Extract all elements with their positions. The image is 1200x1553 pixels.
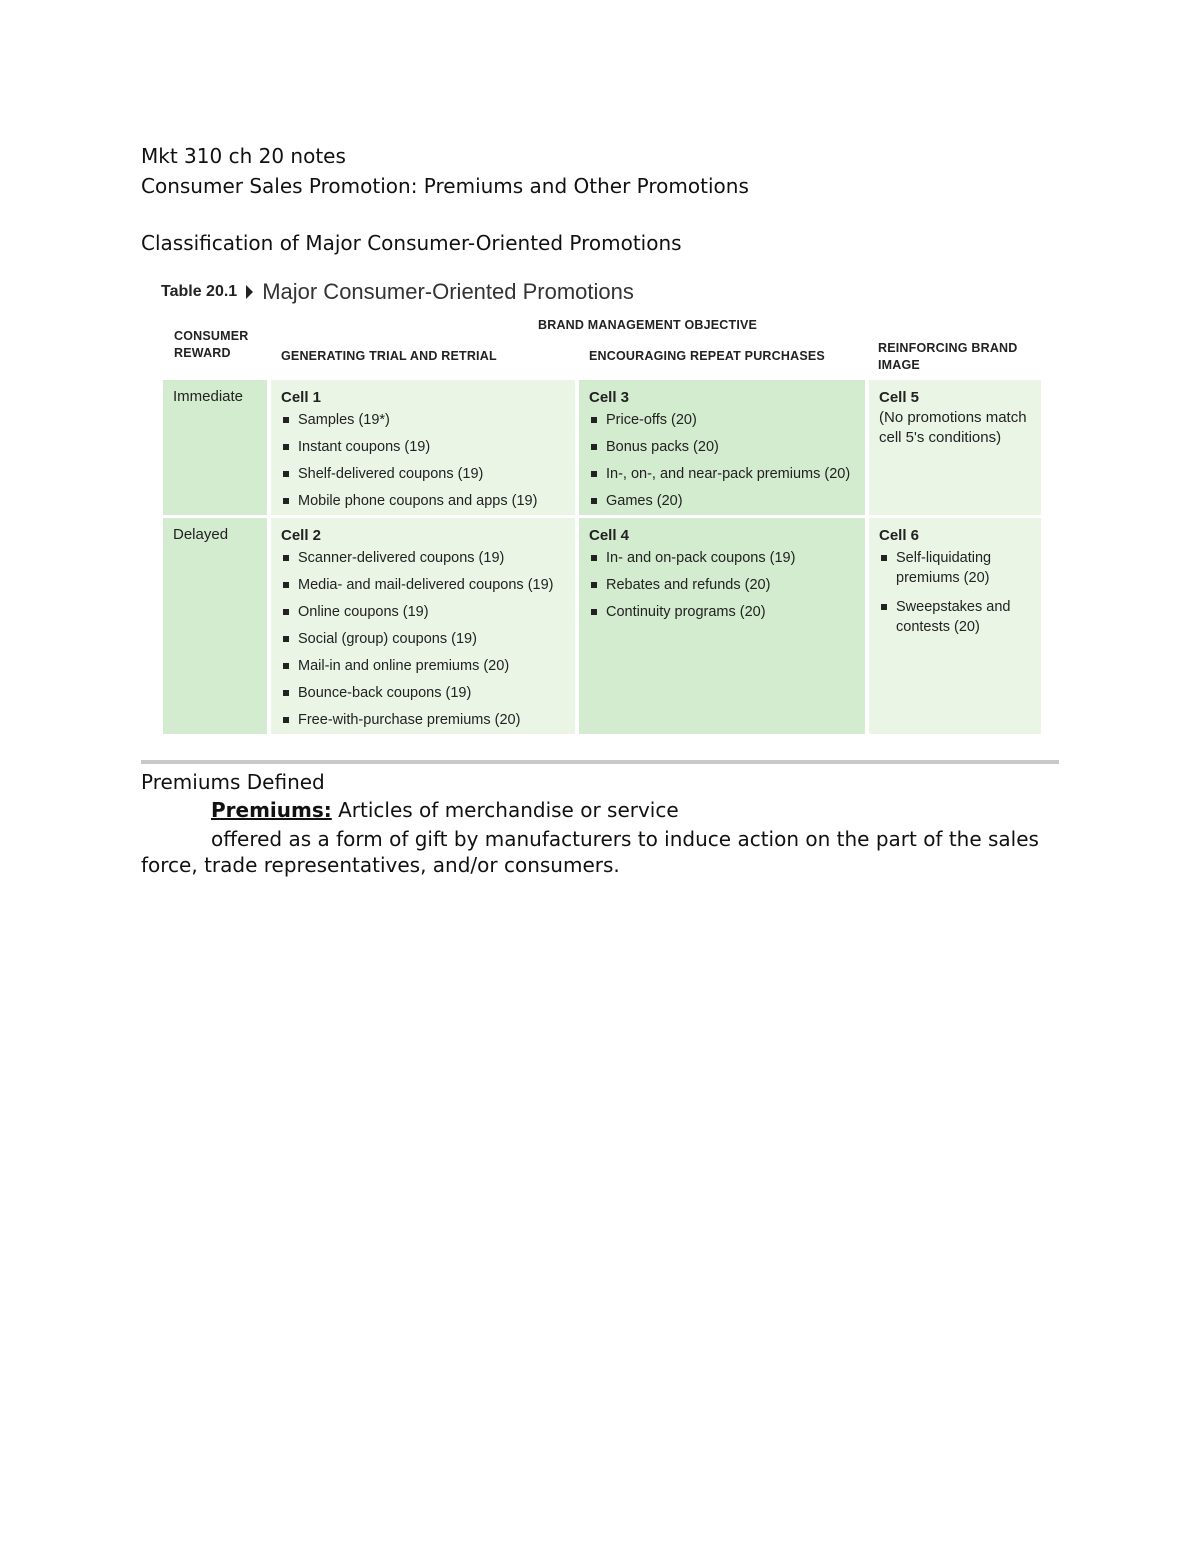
row-label-delayed [163, 518, 267, 734]
cell-label: Cell 5 [879, 389, 920, 406]
list-item: Continuity programs (20) [589, 602, 855, 622]
cell-label: Cell 1 [281, 389, 322, 406]
row-label-immediate [163, 380, 267, 515]
premiums-definition-line1: Articles of merchandise or service [331, 798, 679, 822]
header-consumer-reward: CONSUMER REWARD [174, 329, 249, 360]
list-item: Online coupons (19) [281, 602, 565, 622]
cell-label: Cell 2 [281, 527, 322, 544]
table-cell-1 [271, 380, 575, 515]
premiums-definition-start [211, 797, 679, 823]
table-cell-5 [869, 380, 1041, 515]
list-item: Instant coupons (19) [281, 437, 565, 457]
document-subtitle: Consumer Sales Promotion: Premiums and Other Promotions [141, 174, 749, 198]
list-item: Free-with-purchase premiums (20) [281, 710, 565, 730]
table-title: Major Consumer-Oriented Promotions [262, 279, 634, 304]
cell-note: (No promotions match cell 5's conditions) [879, 409, 1027, 446]
table-number: Table 20.1 [161, 283, 238, 300]
list-item: Bounce-back coupons (19) [281, 683, 565, 703]
section-heading: Classification of Major Consumer-Oriented Promotions [141, 231, 682, 255]
list-item: Shelf-delivered coupons (19) [281, 464, 565, 484]
list-item: Scanner-delivered coupons (19) [281, 548, 565, 568]
premiums-term: Premiums: [211, 798, 332, 822]
column-header-image: REINFORCING BRAND IMAGE [878, 341, 1018, 372]
table-caption [161, 277, 634, 307]
list-item: Mail-in and online premiums (20) [281, 656, 565, 676]
list-item: Social (group) coupons (19) [281, 629, 565, 649]
premiums-definition-continuation: offered as a form of gift by manufacturers to induce action on the part of the sales force, trade representatives, and/or consumers. [141, 827, 1039, 877]
header-brand-objective: BRAND MANAGEMENT OBJECTIVE [538, 318, 758, 332]
list-item: Games (20) [589, 491, 855, 511]
list-item: Mobile phone coupons and apps (19) [281, 491, 565, 511]
list-item: In- and on-pack coupons (19) [589, 548, 855, 568]
list-item: Self-liquidating premiums (20) [879, 548, 1031, 588]
column-header-trial: GENERATING TRIAL AND RETRIAL [281, 349, 497, 363]
table-cell-3 [579, 380, 865, 515]
list-item: Rebates and refunds (20) [589, 575, 855, 595]
list-item: Sweepstakes and contests (20) [879, 597, 1031, 637]
list-item: Samples (19*) [281, 410, 565, 430]
list-item: In-, on-, and near-pack premiums (20) [589, 464, 855, 484]
table-cell-6 [869, 518, 1041, 734]
cell-label: Cell 6 [879, 527, 920, 544]
row-label-text: Immediate [173, 388, 244, 405]
promotions-table-figure [152, 262, 1058, 746]
horizontal-rule [141, 760, 1059, 764]
premiums-heading: Premiums Defined [141, 770, 325, 794]
table-cell-2 [271, 518, 575, 734]
row-label-text: Delayed [173, 526, 229, 543]
list-item: Media- and mail-delivered coupons (19) [281, 575, 565, 595]
cell-label: Cell 4 [589, 527, 630, 544]
list-item: Price-offs (20) [589, 410, 855, 430]
column-header-repeat: ENCOURAGING REPEAT PURCHASES [589, 349, 825, 363]
caption-arrow-icon [246, 285, 253, 299]
table-cell-4 [579, 518, 865, 734]
document-title: Mkt 310 ch 20 notes [141, 144, 346, 168]
cell-label: Cell 3 [589, 389, 630, 406]
list-item: Bonus packs (20) [589, 437, 855, 457]
